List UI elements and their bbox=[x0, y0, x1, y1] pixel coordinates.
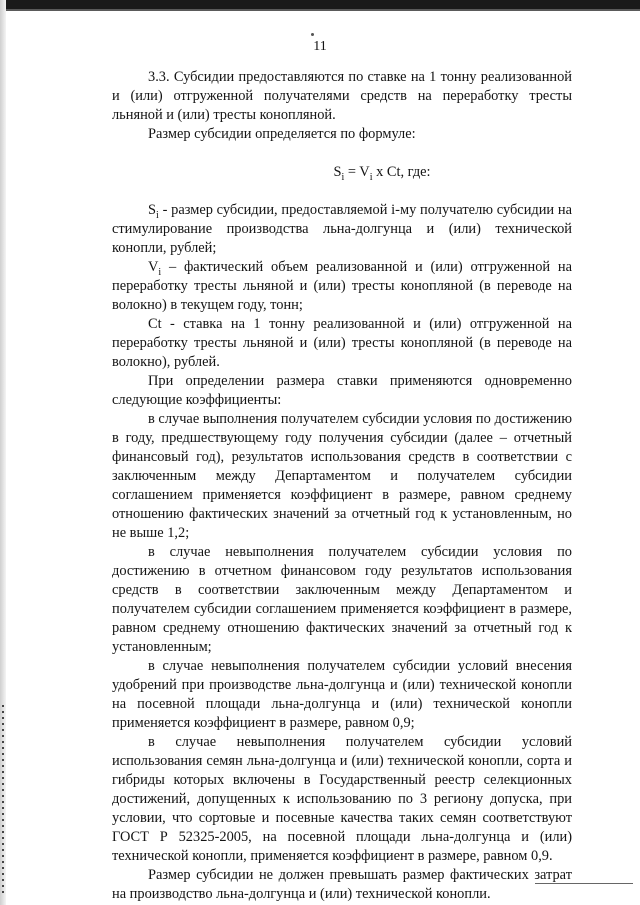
definition-symbol: Ct bbox=[148, 316, 162, 332]
scan-margin-marks bbox=[2, 705, 4, 895]
subsidy-limit: Размер субсидии не должен превышать размер фактических затрат на производство льна-долгунца и (или) технической конопли. bbox=[112, 867, 572, 902]
page-number: 11 bbox=[313, 39, 327, 54]
coefficient-item: в случае невыполнения получателем субсидии условия по достижению в отчетном финансовом году результатов использования средств в соответствии заключенным между Департаментом и получателем субсидии соглашением применяется коэффициент в размере, равном среднему отношению фактических значений за отчетный год к установленным; bbox=[112, 544, 572, 655]
definition-vi bbox=[112, 258, 572, 315]
definition-symbol: $V_i$ bbox=[148, 259, 162, 278]
paragraph-3-3: 3.3. Субсидии предоставляются по ставке на 1 тонну реализованной и (или) отгруженной получателями средств на переработку тресты льняной и (или) тресты конопляной. bbox=[112, 69, 572, 123]
formula-intro: Размер субсидии определяется по формуле: bbox=[148, 126, 416, 142]
definition-text: - ставка на 1 тонну реализованной и (или) отгруженной на переработку тресты льняной и (или) тресты конопляной (в переводе на волокно), рублей. bbox=[112, 316, 572, 370]
definition-text: – фактический объем реализованной и (или) отгруженной на переработку тресты льняной и (или) тресты конопляной (в переводе на волокно) в текущем году, тонн; bbox=[112, 259, 572, 313]
coefficient-item: в случае невыполнения получателем субсидии условий использования семян льна-долгунца и (или) технической конопли, сорта и гибриды которых включены в Государственный реестр селекционных достижений, допущенных к использованию по 3 региону допуска, при условии, что сортовые и посевные качества таких семян соответствуют ГОСТ Р 52325-2005, на посевной площади льна-долгунца и (или) технической конопли, применяется коэффициент в размере, равном 0,9. bbox=[112, 734, 572, 864]
definition-ct bbox=[112, 315, 572, 372]
formula-s-subscript: i bbox=[341, 171, 345, 183]
definition-si bbox=[112, 201, 572, 258]
coefficients-intro: При определении размера ставки применяются одновременно следующие коэффициенты: bbox=[112, 373, 572, 408]
definition-text: - размер субсидии, предоставляемой i-му получателю субсидии на стимулирование производства льна-долгунца и (или) технической конопли, рублей; bbox=[112, 202, 572, 256]
scan-speck bbox=[311, 33, 314, 36]
formula-equals-v: = V bbox=[344, 164, 370, 180]
definition-symbol: $S_i$ bbox=[148, 202, 159, 221]
scan-top-border-shadow bbox=[6, 9, 640, 11]
formula bbox=[112, 163, 572, 182]
formula-s: S bbox=[333, 164, 342, 180]
formula-v-subscript: i bbox=[369, 171, 373, 183]
formula-rest: x Ct, где: bbox=[372, 164, 431, 180]
scan-top-border bbox=[6, 0, 640, 9]
coefficient-item: в случае выполнения получателем субсидии условия по достижению в году, предшествующему году получения субсидии (далее – отчетный финансовый год), результатов использования средств в соответствии с заключенным между Департаментом и получателем субсидии соглашением применяется коэффициент в размере, равном среднему отношению фактических значений за отчетный год к установленным, но не выше 1,2; bbox=[112, 411, 572, 541]
document-body bbox=[112, 68, 572, 904]
coefficient-item: в случае невыполнения получателем субсидии условий внесения удобрений при производстве льна-долгунца и (или) технической конопли на посевной площади льна-долгунца и (или) технической конопли применяется коэффициент в размере, равном 0,9; bbox=[112, 658, 572, 731]
